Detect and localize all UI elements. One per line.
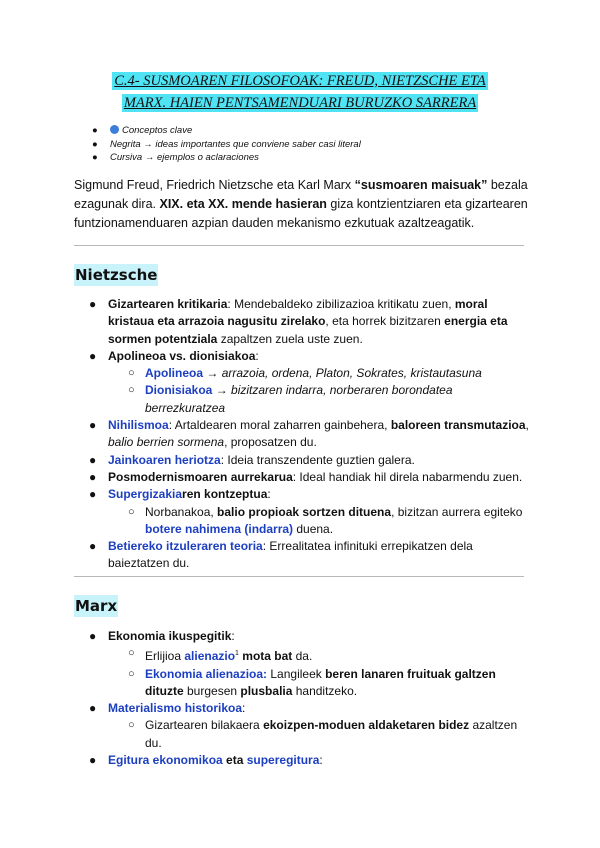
legend-item-text: Negrita → ideas importantes que conviene saber casi literal bbox=[110, 138, 361, 150]
list-item: ● Jainkoaren heriotza: Ideia transzendente guztien galera. bbox=[74, 452, 534, 469]
marx-list bbox=[74, 628, 534, 769]
hollow-bullet-icon: ○ bbox=[128, 367, 135, 380]
bullet-icon: ● bbox=[89, 539, 97, 554]
hollow-bullet-icon: ○ bbox=[128, 505, 135, 518]
bullet-icon: ● bbox=[92, 125, 98, 136]
legend-item bbox=[92, 138, 361, 152]
bullet-icon: ● bbox=[89, 452, 97, 467]
bullet-icon: ● bbox=[89, 348, 97, 363]
divider bbox=[74, 245, 524, 246]
section-heading-nietzsche: Nietzsche bbox=[75, 266, 158, 284]
legend-item bbox=[92, 151, 361, 165]
bullet-icon: ● bbox=[89, 487, 97, 502]
list-item: ● Posmodernismoaren aurrekarua: Ideal handiak hil direla nabarmendu zuen. bbox=[74, 469, 534, 486]
hollow-bullet-icon: ○ bbox=[128, 647, 135, 660]
list-item: ● Gizartearen kritikaria: Mendebaldeko zibilizazioa kritikatu zuen, moral kristaua eta arrazoia nagusitu zirelako, eta horrek bizitzaren energia eta sormen potentziala zapaltzen zuela uste zuen. bbox=[89, 297, 508, 346]
sub-list bbox=[108, 717, 534, 752]
list-item: ● Supergizakiaren kontzeptua: ○ Norbanakoa, balio propioak sortzen dituena, bizitzan aurrera egiteko botere nahimena (indarra) duena. bbox=[74, 486, 534, 538]
hollow-bullet-icon: ○ bbox=[128, 719, 135, 732]
sub-list bbox=[108, 645, 534, 700]
hollow-bullet-icon: ○ bbox=[128, 667, 135, 680]
list-item: ● Egitura ekonomikoa eta superegitura: bbox=[74, 752, 534, 769]
sub-list-item: ○ Dionisiakoa → bizitzaren indarra, norberaren borondatea berrezkuratzea bbox=[128, 383, 453, 415]
sub-list bbox=[108, 504, 534, 539]
sub-list-item: ○ Ekonomia alienazioa: Langileek beren lanaren fruituak galtzen dituzte burgesen plusbalia handitzeko. bbox=[128, 666, 496, 698]
legend-list bbox=[92, 124, 361, 165]
legend-item-text: Conceptos clave bbox=[122, 125, 193, 136]
title-line-1: C.4- SUSMOAREN FILOSOFOAK: FREUD, NIETZSCHE ETA bbox=[114, 73, 486, 89]
sub-list bbox=[108, 365, 534, 417]
list-item: ● Apolineoa vs. dionisiakoa: ○ Apolineoa → arrazoia, ordena, Platon, Sokrates, kristautasuna ○ Dionisiakoa → bizitzaren indarra, norberaren borondatea berrezkuratzea bbox=[74, 348, 534, 417]
bullet-icon: ● bbox=[89, 297, 97, 311]
sub-list-item: ○ Erlijioa alienazio$^1$ mota bat da. bbox=[128, 647, 313, 664]
blue-circle-icon bbox=[110, 125, 119, 134]
sub-list-item: ○ Apolineoa → arrazoia, ordena, Platon, Sokrates, kristautasuna bbox=[108, 365, 534, 382]
bullet-icon: ● bbox=[89, 629, 97, 643]
section-heading-marx: Marx bbox=[75, 597, 118, 615]
footnote-marker[interactable]: 1 bbox=[235, 650, 239, 658]
divider bbox=[74, 576, 524, 577]
nietzsche-list bbox=[74, 296, 534, 573]
bullet-icon: ● bbox=[92, 152, 98, 163]
bullet-icon: ● bbox=[89, 469, 97, 484]
hollow-bullet-icon: ○ bbox=[128, 384, 135, 397]
legend-item-text: Cursiva → ejemplos o aclaraciones bbox=[110, 152, 259, 163]
sub-list-item: ○ Norbanakoa, balio propioak sortzen dituena, bizitzan aurrera egiteko botere nahimena (indarra) duena. bbox=[128, 504, 523, 536]
list-item: ● Materialismo historikoa: ○ Gizartearen bilakaera ekoizpen-moduen aldaketaren bidez azaltzen du. bbox=[74, 700, 534, 752]
bullet-icon: ● bbox=[89, 701, 97, 716]
intro-paragraph: Sigmund Freud, Friedrich Nietzsche eta Karl Marx “susmoaren maisuak” bezala ezagunak dira. XIX. eta XX. mende hasieran giza kontzientziaren eta gizartearen funtzionamenduaren azpian dauden mekanismo ezkutuak azaltzeagatik. bbox=[74, 178, 528, 230]
title-line-2: MARX. HAIEN PENTSAMENDUARI BURUZKO SARRERA bbox=[123, 95, 477, 111]
bullet-icon: ● bbox=[89, 418, 97, 433]
list-item: ● Ekonomia ikuspegitik: ○ Erlijioa alienazio$^1$ mota bat da. ○ Ekonomia alienazioa: Langileek beren lanaren fruituak galtzen dituzte burgesen plusbalia handitzeko. bbox=[74, 628, 534, 700]
legend-item bbox=[92, 124, 361, 138]
page-title bbox=[70, 70, 530, 114]
list-item: ● Nihilismoa: Artaldearen moral zaharren gainbehera, baloreen transmutazioa, balio berrien sormena, proposatzen du. bbox=[89, 418, 529, 450]
sub-list-item: ○ Gizartearen bilakaera ekoizpen-moduen aldaketaren bidez azaltzen du. bbox=[128, 718, 518, 750]
bullet-icon: ● bbox=[89, 753, 97, 768]
list-item: ● Betiereko itzuleraren teoria: Errealitatea infinituki errepikatzen dela baieztatzen du. bbox=[89, 539, 473, 571]
bullet-icon: ● bbox=[92, 138, 98, 150]
